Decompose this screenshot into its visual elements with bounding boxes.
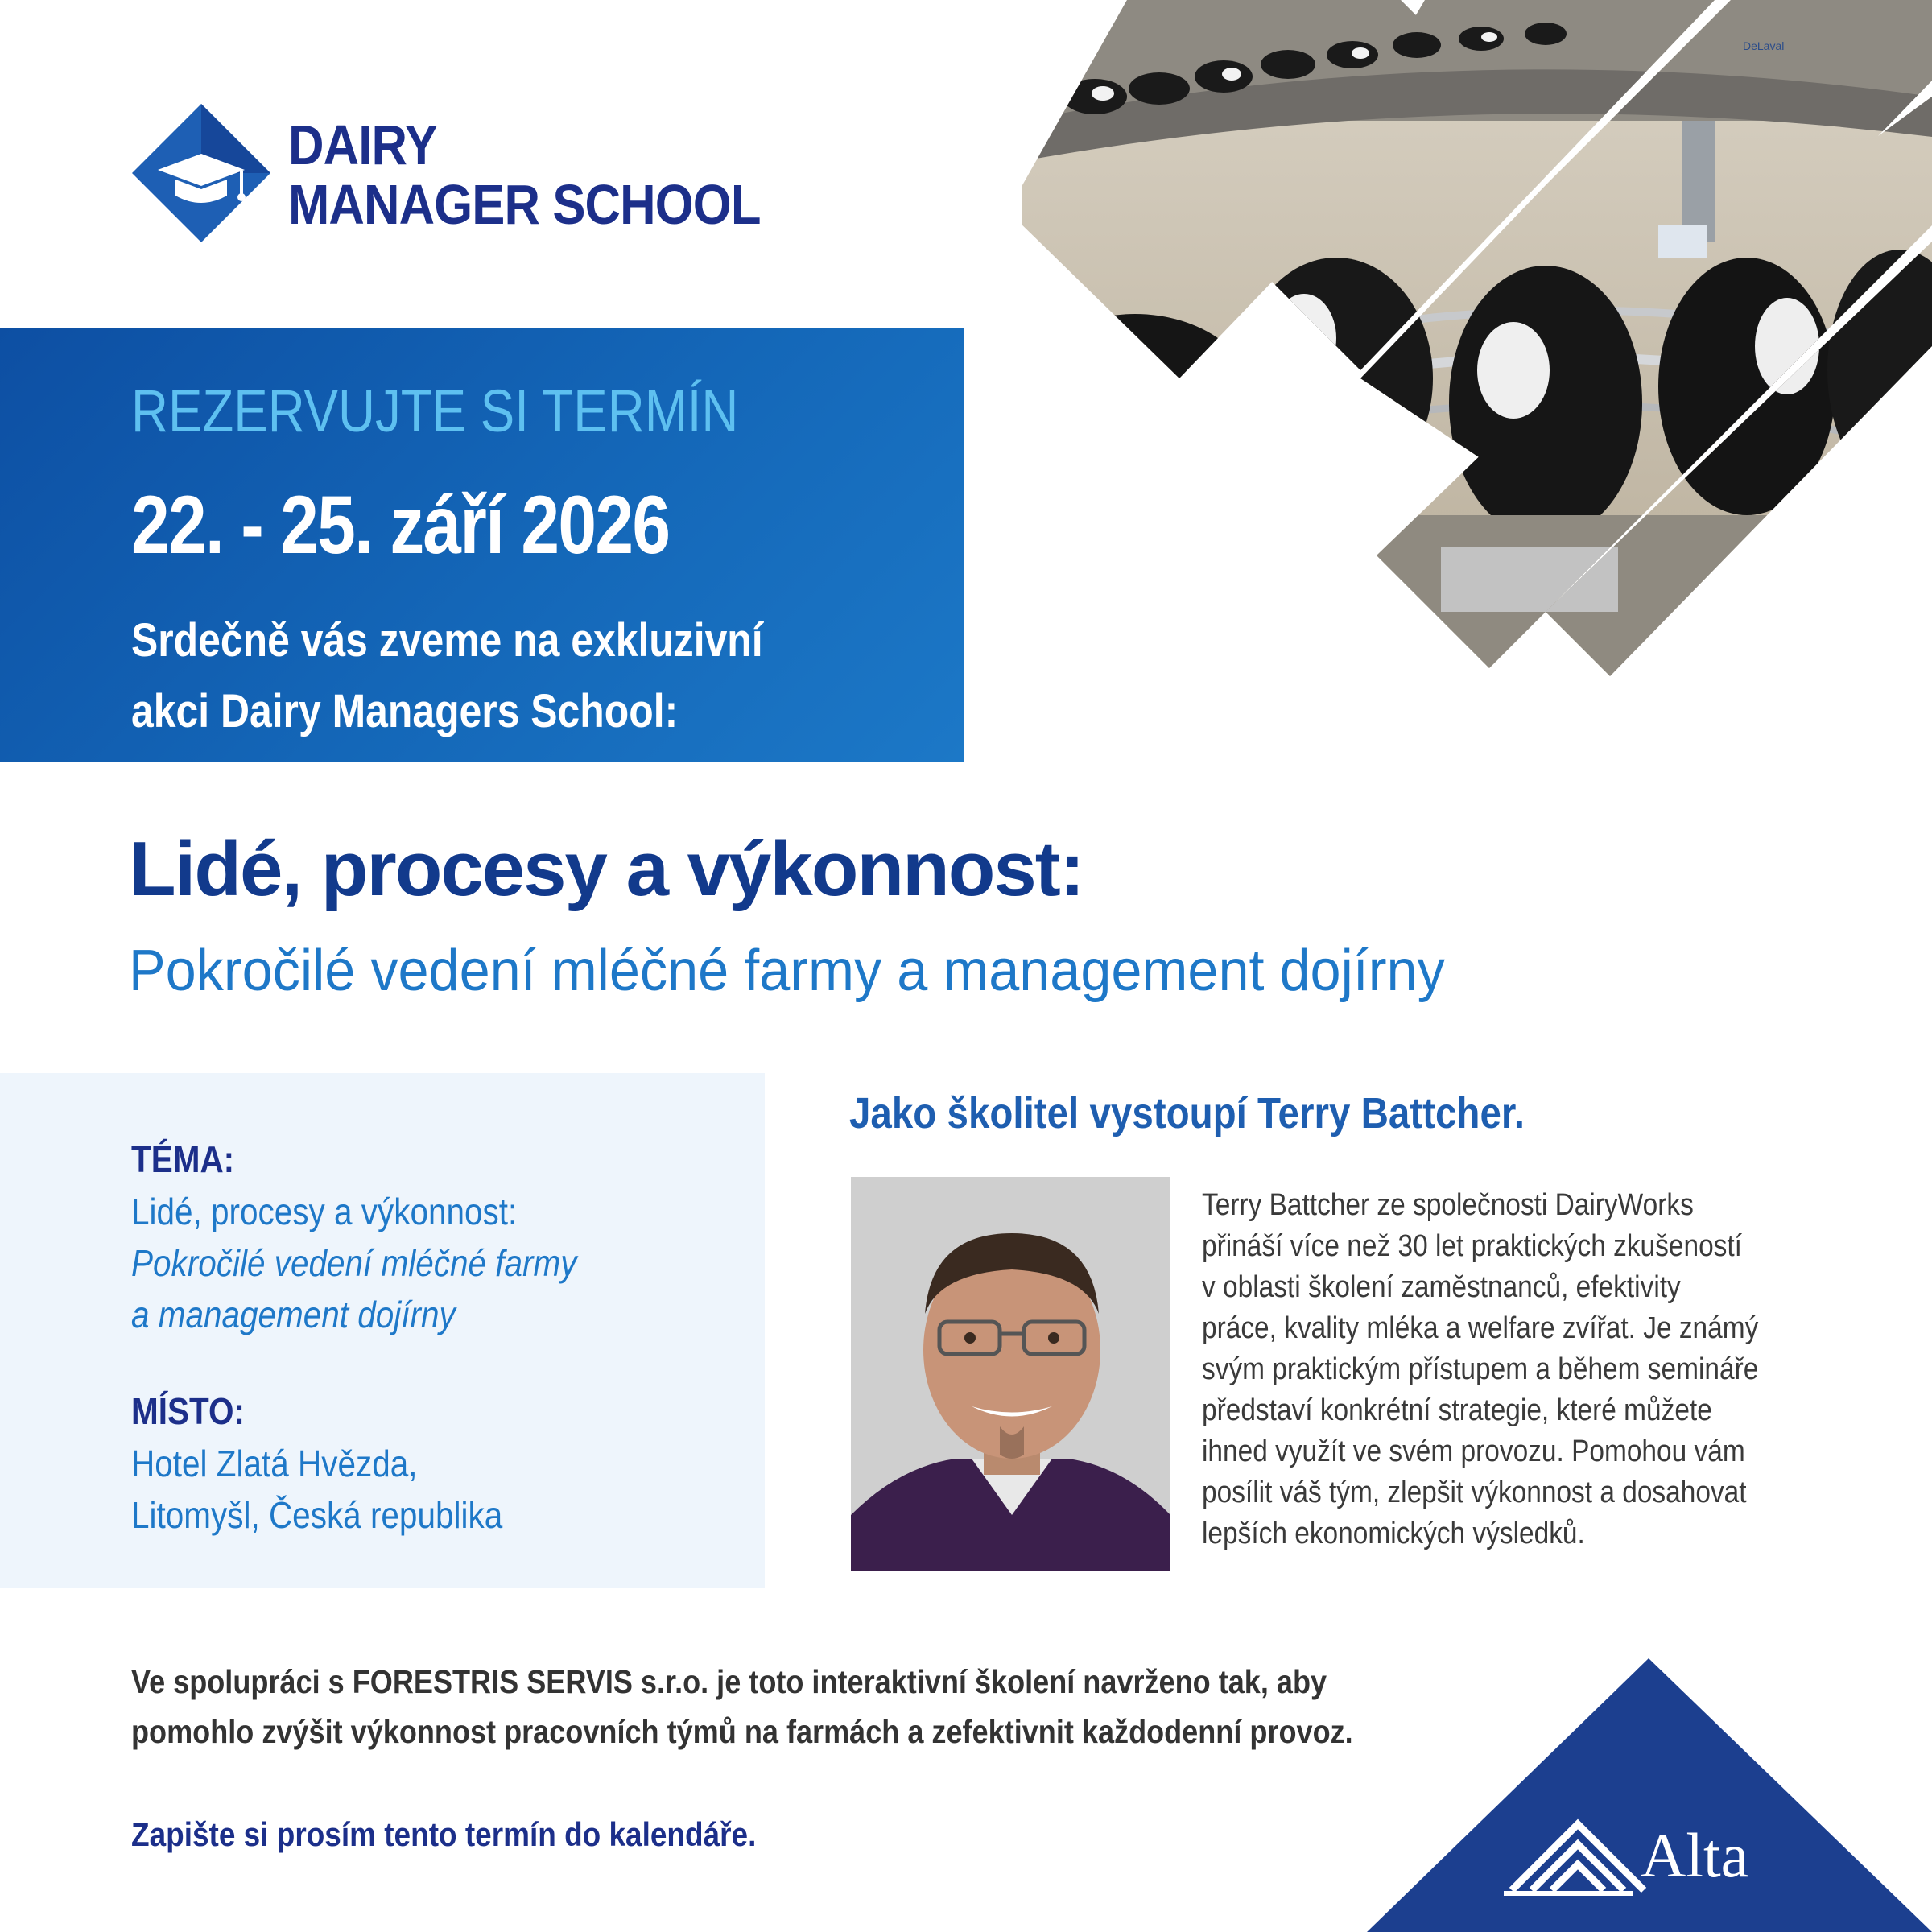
bio-line: v oblasti školení zaměstnanců, efektivity bbox=[1202, 1270, 1681, 1304]
logo-wordmark bbox=[288, 115, 825, 234]
logo-line-2: MANAGER SCHOOL bbox=[288, 173, 761, 236]
banner-kicker: REZERVUJTE SI TERMÍN bbox=[131, 378, 739, 444]
bio-line: svým praktickým přístupem a během semináře bbox=[1202, 1352, 1759, 1386]
topic-text bbox=[131, 1186, 638, 1340]
place-label: MÍSTO: bbox=[131, 1390, 245, 1432]
alta-wordmark: Alta bbox=[1641, 1820, 1749, 1890]
collaboration-text bbox=[131, 1657, 1353, 1757]
invite-line-1: Srdečně vás zveme na exkluzivní bbox=[131, 614, 763, 667]
graduation-cap-icon bbox=[129, 101, 274, 246]
bio-line: lepších ekonomických výsledků. bbox=[1202, 1517, 1585, 1550]
topic-line-3: a management dojírny bbox=[131, 1294, 456, 1335]
trainer-portrait bbox=[851, 1177, 1170, 1571]
topic-line-2: Pokročilé vedení mléčné farmy bbox=[131, 1242, 577, 1284]
topic-label: TÉMA: bbox=[131, 1138, 235, 1180]
footer-line-1: Ve spolupráci s FORESTRIS SERVIS s.r.o. je toto interaktivní školení navrženo tak, aby bbox=[131, 1663, 1327, 1700]
page-subtitle: Pokročilé vedení mléčné farmy a management dojírny bbox=[129, 939, 1445, 1003]
trainer-bio bbox=[1202, 1185, 1839, 1554]
bio-line: představí konkrétní strategie, které můžete bbox=[1202, 1393, 1712, 1427]
bio-line: posílit váš tým, zlepšit výkonnost a dosahovat bbox=[1202, 1476, 1747, 1509]
bio-line: ihned využít ve svém provozu. Pomohou vám bbox=[1202, 1435, 1745, 1468]
page-title: Lidé, procesy a výkonnost: bbox=[129, 826, 1084, 912]
banner-invitation bbox=[131, 605, 763, 747]
event-info-box bbox=[0, 1073, 765, 1588]
trainer-heading: Jako školitel vystoupí Terry Battcher. bbox=[849, 1089, 1525, 1137]
bio-line: Terry Battcher ze společnosti DairyWorks bbox=[1202, 1188, 1694, 1222]
place-line-2: Litomyšl, Česká republika bbox=[131, 1494, 503, 1536]
event-date: 22. - 25. září 2026 bbox=[131, 479, 670, 571]
place-line-1: Hotel Zlatá Hvězda, bbox=[131, 1443, 418, 1484]
milking-parlor-photo bbox=[1022, 0, 1932, 692]
place-text bbox=[131, 1438, 553, 1541]
bio-line: práce, kvality mléka a welfare zvířat. Je známý bbox=[1202, 1311, 1759, 1345]
footer-line-2: pomohlo zvýšit výkonnost pracovních týmů na farmách a zefektivnit každodenní provoz. bbox=[131, 1713, 1353, 1750]
logo-line-1: DAIRY bbox=[288, 114, 437, 176]
dairy-manager-school-logo bbox=[129, 101, 773, 246]
calendar-reminder: Zapište si prosím tento termín do kalendáře. bbox=[131, 1815, 757, 1853]
delaval-signage: DeLaval bbox=[1743, 39, 1785, 52]
invite-line-2: akci Dairy Managers School: bbox=[131, 685, 679, 737]
alta-logo-corner bbox=[1367, 1658, 1932, 1932]
bio-line: přináší více než 30 let praktických zkušeností bbox=[1202, 1229, 1742, 1263]
topic-line-1: Lidé, procesy a výkonnost: bbox=[131, 1191, 518, 1232]
